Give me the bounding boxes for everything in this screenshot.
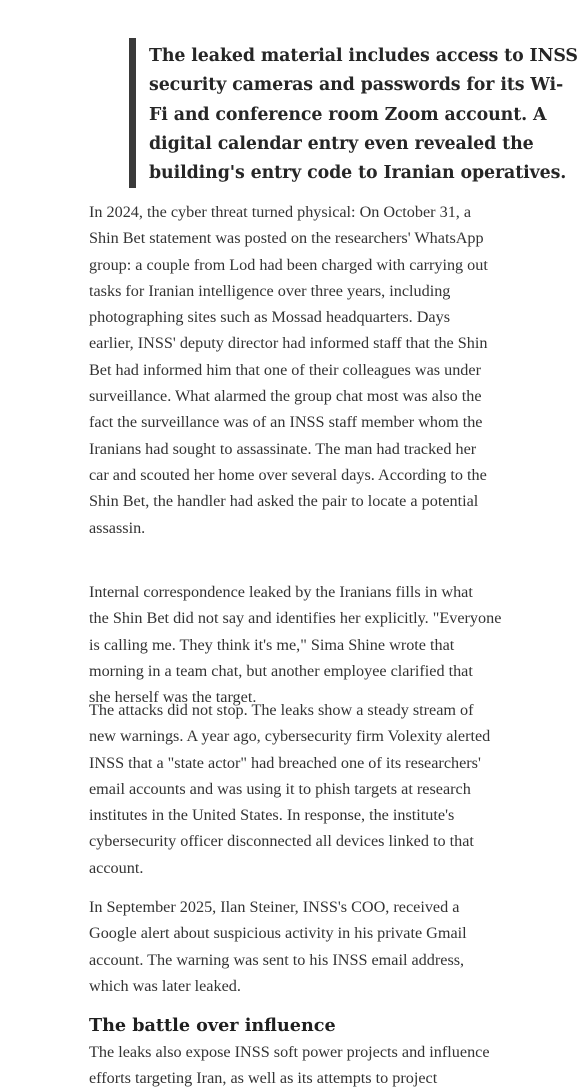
paragraph-line: photographing sites such as Mossad headquarters. Days bbox=[89, 308, 451, 327]
body-paragraph-influence bbox=[89, 1039, 529, 1092]
body-paragraph-physical-threat bbox=[89, 199, 529, 541]
paragraph-line: In September 2025, Ilan Steiner, INSS's COO, received a bbox=[89, 898, 460, 916]
pull-quote-line: Fi and conference room Zoom account. A bbox=[149, 104, 547, 125]
pull-quote-line: security cameras and passwords for its Wi- bbox=[149, 75, 564, 96]
pull-quote-line: building's entry code to Iranian operatives. bbox=[149, 163, 567, 184]
paragraph-line: tasks for Iranian intelligence over three years, including bbox=[89, 281, 451, 300]
paragraph-line: surveillance. What alarmed the group chat most was also the bbox=[89, 387, 482, 406]
paragraph-line: email accounts and was using it to phish targets at research bbox=[89, 779, 471, 798]
pull-quote bbox=[129, 38, 578, 188]
paragraph-line: new warnings. A year ago, cybersecurity firm Volexity alerted bbox=[89, 727, 491, 746]
pull-quote-text bbox=[149, 42, 578, 188]
paragraph-line: cybersecurity officer disconnected all devices linked to that bbox=[89, 832, 474, 851]
paragraph-line: earlier, INSS' deputy director had informed staff that the Shin bbox=[89, 334, 488, 353]
paragraph-line: Shin Bet statement was posted on the researchers' WhatsApp bbox=[89, 229, 484, 248]
paragraph-line: assassin. bbox=[89, 518, 146, 537]
body-paragraph-google-alert bbox=[89, 894, 529, 999]
paragraph-line: The attacks did not stop. The leaks show a steady stream of bbox=[89, 701, 474, 719]
paragraph-line: morning in a team chat, but another employee clarified that bbox=[89, 661, 473, 680]
paragraph-line: institutes in the United States. In response, the institute's bbox=[89, 806, 455, 825]
paragraph-line: car and scouted her home over several days. According to the bbox=[89, 465, 487, 484]
paragraph-line: Google alert about suspicious activity in his private Gmail bbox=[89, 924, 467, 943]
paragraph-line: Shin Bet, the handler had asked the pair to locate a potential bbox=[89, 492, 479, 511]
paragraph-line: is calling me. They think it's me," Sima Shine wrote that bbox=[89, 635, 455, 654]
paragraph-line: INSS that a "state actor" had breached one of its researchers' bbox=[89, 753, 481, 772]
paragraph-line: the Shin Bet did not say and identifies her explicitly. "Everyone bbox=[89, 609, 502, 628]
paragraph-line: fact the surveillance was of an INSS staff member whom the bbox=[89, 413, 483, 432]
paragraph-line: The leaks also expose INSS soft power projects and influence bbox=[89, 1043, 490, 1061]
paragraph-line: account. The warning was sent to his INSS email address, bbox=[89, 950, 465, 969]
section-heading: The battle over influence bbox=[89, 1015, 336, 1036]
body-paragraph-attacks bbox=[89, 697, 529, 881]
paragraph-line: account. bbox=[89, 858, 144, 877]
pull-quote-line: The leaked material includes access to INSS bbox=[149, 46, 578, 66]
paragraph-line: group: a couple from Lod had been charged with carrying out bbox=[89, 255, 488, 274]
paragraph-line: In 2024, the cyber threat turned physical: On October 31, a bbox=[89, 203, 472, 221]
paragraph-line: Internal correspondence leaked by the Iranians fills in what bbox=[89, 583, 473, 601]
body-paragraph-internal-correspondence bbox=[89, 579, 529, 710]
paragraph-line: she herself was the target. bbox=[89, 688, 257, 707]
pull-quote-line: digital calendar entry even revealed the bbox=[149, 133, 534, 154]
paragraph-line: efforts targeting Iran, as well as its attempts to project bbox=[89, 1069, 438, 1088]
paragraph-line: Iranians had sought to assassinate. The man had tracked her bbox=[89, 439, 477, 458]
paragraph-line: Bet had informed him that one of their colleagues was under bbox=[89, 360, 481, 379]
paragraph-line: which was later leaked. bbox=[89, 976, 241, 995]
